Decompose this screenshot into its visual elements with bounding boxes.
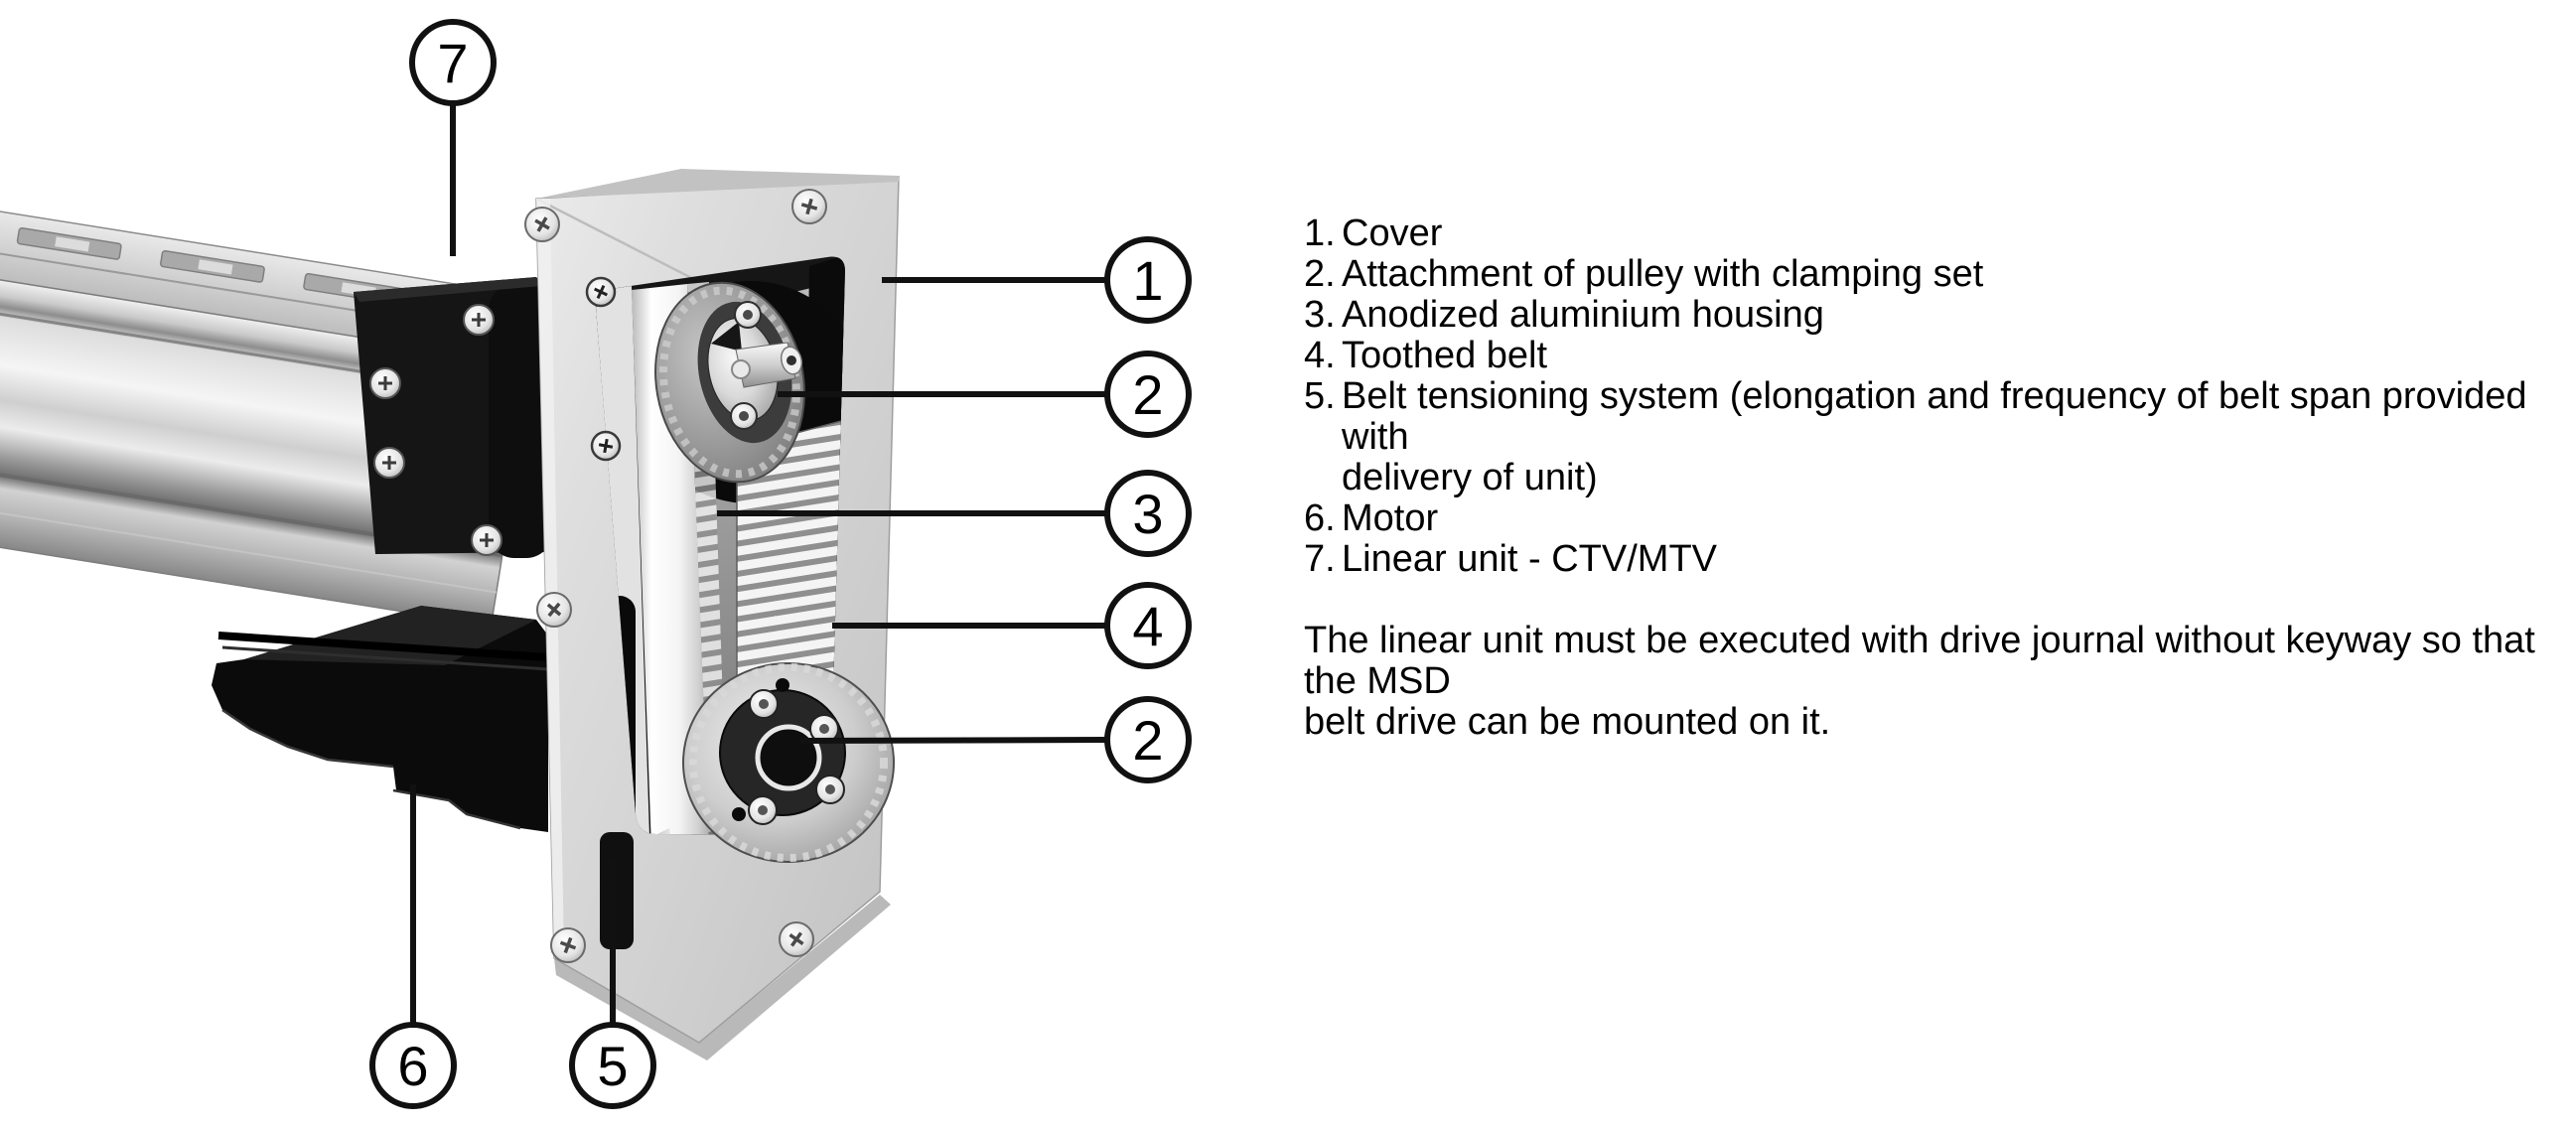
legend-item-number: 6. (1304, 497, 1336, 539)
callout-number-motor: 6 (397, 1035, 429, 1098)
legend-item (1304, 336, 2576, 376)
legend-item-number: 2. (1304, 253, 1336, 295)
legend-item (1304, 498, 2576, 539)
legend-item (1304, 254, 2576, 295)
legend-note (1304, 621, 2576, 743)
legend-item (1304, 295, 2576, 336)
legend-item-number: 1. (1304, 212, 1336, 254)
legend-list (1304, 213, 2576, 580)
callout-number-toothed-belt: 4 (1132, 595, 1164, 658)
callout-number-cover: 1 (1132, 249, 1164, 313)
hollow-shaft-bore (758, 727, 819, 788)
legend-item-number: 5. (1304, 375, 1336, 417)
legend-item-number: 3. (1304, 294, 1336, 336)
callout-number-aluminium-housing: 3 (1132, 483, 1164, 546)
callout-line-pulley-attachment-bottom (800, 740, 1107, 741)
legend-item-text: Motor (1342, 497, 1439, 539)
note-line: belt drive can be mounted on it. (1304, 701, 1831, 743)
callout-number-pulley-attachment-top: 2 (1132, 363, 1164, 427)
legend-item-text: Belt tensioning system (elongation and frequency of belt span provided with delivery of unit) (1342, 375, 2527, 498)
legend-item-text: Attachment of pulley with clamping set (1342, 253, 1984, 295)
legend-item-number: 7. (1304, 538, 1336, 580)
legend-item-number: 4. (1304, 335, 1336, 376)
callout-number-pulley-attachment-bottom: 2 (1132, 709, 1164, 773)
callout-number-belt-tensioning-system: 5 (597, 1035, 629, 1098)
legend (1304, 213, 2576, 743)
tensioner-lower-end (600, 832, 634, 949)
pulley-bottom (683, 663, 894, 862)
callout-number-linear-unit: 7 (437, 32, 469, 95)
motor (212, 606, 548, 832)
note-line: The linear unit must be executed with drive journal without keyway so that the MSD (1304, 620, 2535, 702)
legend-item-text: Linear unit - CTV/MTV (1342, 538, 1717, 580)
rail-end-block (354, 277, 552, 558)
legend-item (1304, 376, 2576, 498)
legend-item-text: Cover (1342, 212, 1443, 254)
legend-item (1304, 213, 2576, 254)
legend-item-text: Toothed belt (1342, 335, 1548, 376)
legend-item-text: Anodized aluminium housing (1342, 294, 1824, 336)
legend-item (1304, 539, 2576, 580)
